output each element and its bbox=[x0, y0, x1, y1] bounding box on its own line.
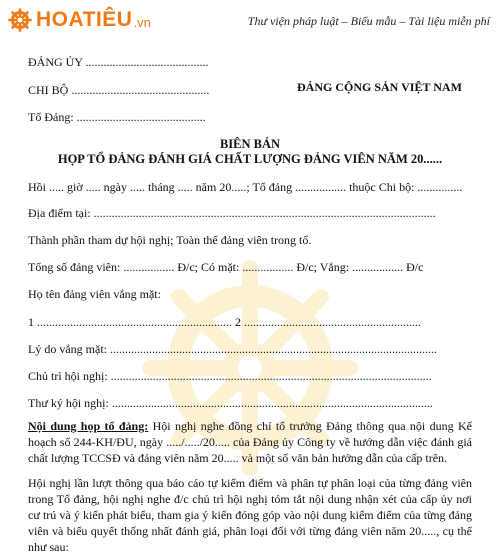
absent-list-line: 1 ................................................................. 2 ........................................................... bbox=[28, 315, 421, 329]
wheel-logo-icon bbox=[8, 8, 32, 32]
secretary-line: Thư ký hội nghị: ........................................................................................................... bbox=[28, 396, 433, 410]
party-heading: ĐẢNG CỘNG SẢN VIỆT NAM bbox=[297, 80, 462, 94]
site-tagline: Thư viện pháp luật – Biểu mẫu – Tài liệu miễn phí bbox=[247, 14, 490, 28]
to-dang-line: Tổ Đảng: ........................................... bbox=[28, 110, 206, 124]
dang-uy-line: ĐẢNG ỦY ......................................... bbox=[28, 55, 209, 69]
totals-line: Tổng số đảng viên: ................. Đ/c; Có mặt: ................. Đ/c; Vắng: ................. Đ/c bbox=[28, 260, 424, 274]
location-line: Địa điểm tại: .................................................................................................................. bbox=[28, 206, 436, 220]
document-title: BIÊN BẢN bbox=[219, 137, 281, 151]
chi-bo-line: CHI BỘ .............................................. bbox=[28, 83, 210, 97]
meeting-time-line: Hồi ..... giờ ..... ngày ..... tháng ..... năm 20.....; Tổ đảng ................. thuộc Chi bộ: ............... bbox=[28, 180, 463, 194]
absent-names-label: Họ tên đảng viên vắng mặt: bbox=[28, 287, 161, 301]
brand-name: HOATIÊU bbox=[36, 8, 133, 31]
chair-line: Chủ trì hội nghị: ........................................................................................................... bbox=[28, 369, 432, 383]
brand-logo[interactable] bbox=[8, 8, 151, 32]
document-subtitle: HỌP TỔ ĐẢNG ĐÁNH GIÁ CHẤT LƯỢNG ĐẢNG VIÊN NĂM 20...... bbox=[57, 152, 443, 166]
meeting-content-paragraph bbox=[28, 418, 472, 466]
brand-suffix: .vn bbox=[133, 14, 151, 30]
participants-line: Thành phần tham dự hội nghị; Toàn thể đảng viên trong tổ. bbox=[28, 233, 312, 247]
closing-paragraph: Hội nghị lần lượt thông qua báo cáo tự kiểm điểm và phân tự phân loại của từng đảng viên trong Tổ đảng, hội nghị nghe đ/c chủ trì hội nghị tóm tắt nội dung nhận xét của cấp ủy nơi cư trú và ý kiến phát biểu, tham gia ý kiến đóng góp vào nội dung kiểm điểm của từng đảng viên và biểu quyết thống nhất đánh giá, phân loại đối với từng đảng viên năm 20....., cụ thể như sau: bbox=[28, 476, 472, 554]
content-text: Hội nghị nghe đồng chí tổ trưởng Đảng thông qua nội dung Kế hoạch số 244-KH/ĐU, ngày ...../...../20..... của Đảng ủy Công ty về hướng dẫn việc đánh giá chất lượng TCCSĐ và đảng viên năm 20..... và một số văn bản hướng dẫn của cấp trên. bbox=[28, 419, 473, 465]
absence-reason-line: Lý do vắng mặt: ............................................................................................................. bbox=[28, 342, 437, 356]
content-label: Nội dung họp tổ đảng: bbox=[28, 419, 149, 433]
